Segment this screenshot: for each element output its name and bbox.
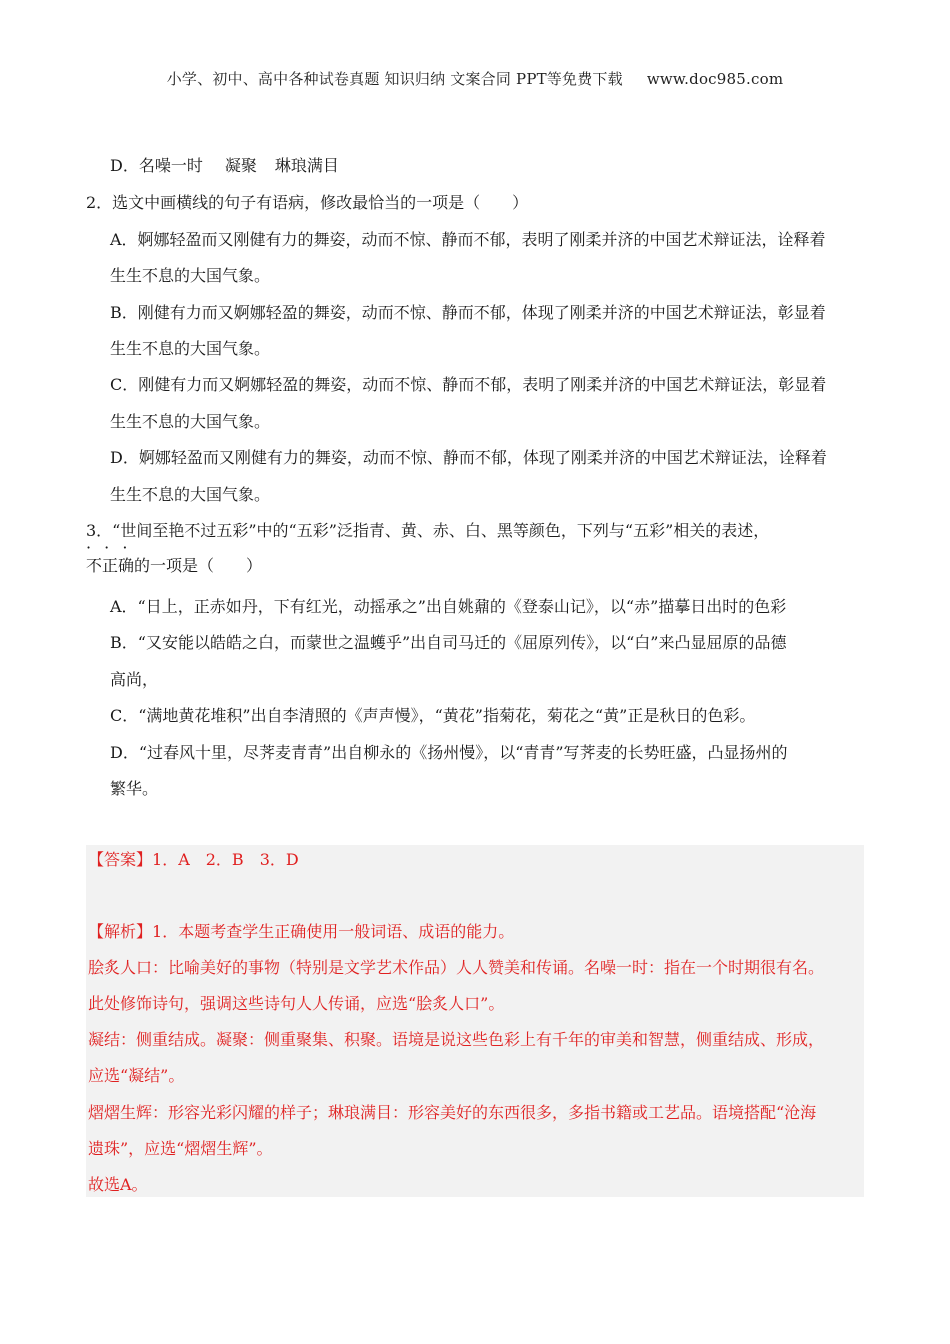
analysis-label: 【解析】 — [88, 922, 153, 941]
analysis-line-2: 此处修饰诗句，强调这些诗句人人传诵，应选“脍炙人口”。 — [88, 994, 505, 1013]
q2-option-c-line2: 生生不息的大国气象。 — [110, 412, 271, 431]
q3-stem-line1: 3．“世间至艳不过五彩”中的“五彩”泛指青、黄、赤、白、黑等颜色，下列与“五彩”相关的表述， — [86, 521, 770, 540]
q2-stem: 2．选文中画横线的句子有语病，修改最恰当的一项是（ ） — [86, 193, 529, 212]
analysis-line-1: 脍炙人口：比喻美好的事物（特别是文学艺术作品）人人赞美和传诵。名噪一时：指在一个时期很有名。 — [88, 958, 825, 977]
q1-option-d-word3: 琳琅满目 — [274, 156, 339, 175]
analysis-line-5: 熠熠生辉：形容光彩闪耀的样子；琳琅满目：形容美好的东西很多，多指书籍或工艺品。语境搭配“沧海 — [88, 1103, 817, 1122]
q3-option-d-line2: 繁华。 — [110, 779, 159, 798]
analysis-intro-line — [88, 922, 514, 942]
analysis-line-6: 遗珠”，应选“熠熠生辉”。 — [88, 1139, 273, 1158]
q3-emphasis-word: 不正确 — [86, 556, 135, 575]
q2-option-b-line1: B．刚健有力而又婀娜轻盈的舞姿，动而不惊、静而不郁，体现了刚柔并济的中国艺术辩证法，彰显着 — [110, 303, 826, 322]
analysis-line-7: 故选A。 — [88, 1175, 148, 1194]
q3-stem-line2 — [86, 556, 262, 576]
answer-label: 【答案】 — [88, 850, 153, 869]
emphasis-dots: · · · — [86, 538, 132, 557]
q2-option-a-line1: A．婀娜轻盈而又刚健有力的舞姿，动而不惊、静而不郁，表明了刚柔并济的中国艺术辩证法，诠释着 — [110, 230, 826, 249]
q3-option-b-line2: 高尚， — [110, 670, 159, 689]
q2-option-d-line1: D．婀娜轻盈而又刚健有力的舞姿，动而不惊、静而不郁，体现了刚柔并济的中国艺术辩证法，诠释着 — [110, 448, 827, 467]
q3-stem-rest: 的一项是（ ） — [134, 556, 263, 575]
q1-option-d — [110, 156, 339, 176]
q1-option-d-label: D．名噪一时 — [110, 156, 203, 175]
q2-option-c-line1: C．刚健有力而又婀娜轻盈的舞姿，动而不惊、静而不郁，表明了刚柔并济的中国艺术辩证法，彰显着 — [110, 375, 827, 394]
page-header — [0, 68, 950, 89]
answer-text: 1．A 2．B 3．D — [152, 850, 299, 869]
q1-option-d-word2: 凝聚 — [224, 156, 257, 175]
q2-option-b-line2: 生生不息的大国气象。 — [110, 339, 271, 358]
q2-option-a-line2: 生生不息的大国气象。 — [110, 266, 271, 285]
q2-option-d-line2: 生生不息的大国气象。 — [110, 485, 271, 504]
q3-option-d-line1: D．“过春风十里，尽荠麦青青”出自柳永的《扬州慢》，以“青青”写荠麦的长势旺盛，凸显扬州的 — [110, 743, 788, 762]
answer-line — [88, 850, 299, 870]
analysis-line-3: 凝结：侧重结成。凝聚：侧重聚集、积聚。语境是说这些色彩上有千年的审美和智慧，侧重结成、形成， — [88, 1030, 825, 1049]
q3-option-c-line1: C．“满地黄花堆积”出自李清照的《声声慢》，“黄花”指菊花，菊花之“黄”正是秋日的色彩。 — [110, 706, 756, 725]
header-site: www.doc985.com — [646, 70, 784, 88]
q3-option-b-line1: B．“又安能以皓皓之白，而蒙世之温蠖乎”出自司马迁的《屈原列传》，以“白”来凸显屈原的品德 — [110, 633, 787, 652]
analysis-intro: 1．本题考查学生正确使用一般词语、成语的能力。 — [152, 922, 515, 941]
analysis-line-4: 应选“凝结”。 — [88, 1066, 185, 1085]
header-text: 小学、初中、高中各种试卷真题 知识归纳 文案合同 PPT等免费下载 — [166, 70, 623, 88]
q3-option-a-line1: A．“日上，正赤如丹，下有红光，动摇承之”出自姚鼐的《登泰山记》，以“赤”描摹日出时的色彩 — [110, 597, 787, 616]
